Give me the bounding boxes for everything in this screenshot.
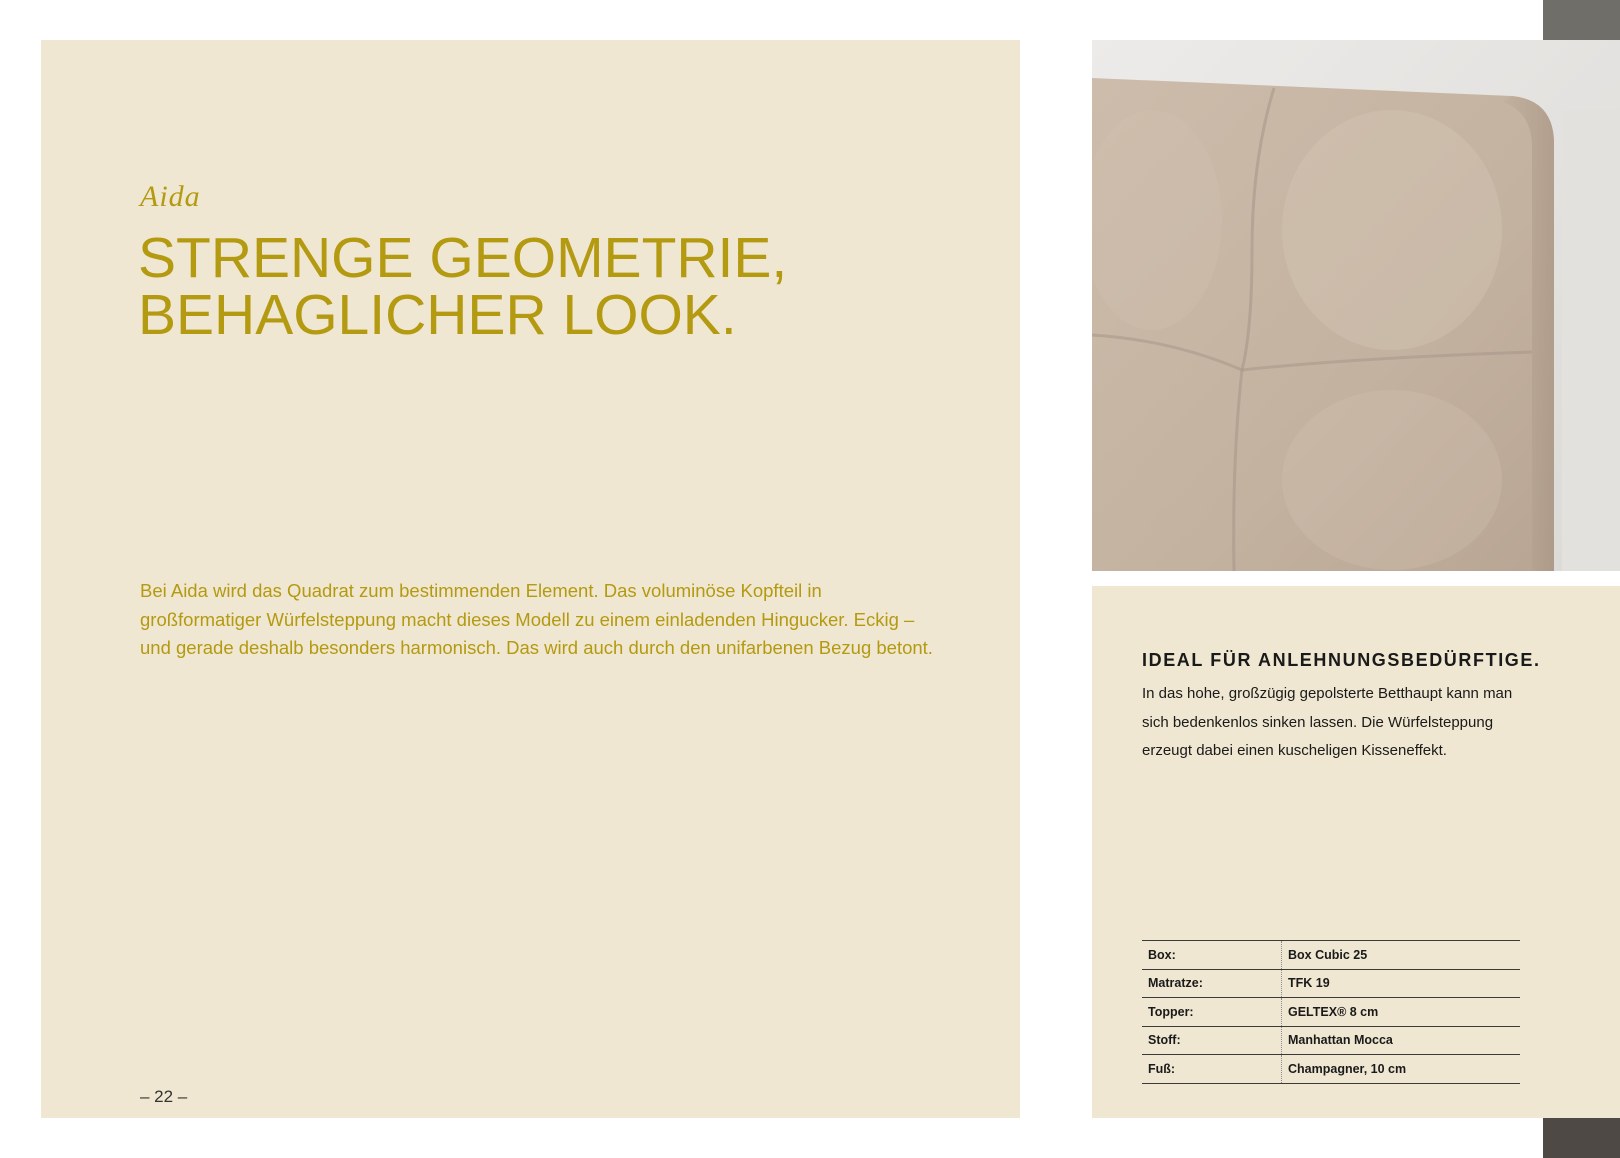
page-number: – 22 – — [140, 1087, 188, 1106]
spec-row — [1142, 969, 1520, 998]
headboard-photo — [1092, 40, 1620, 571]
spec-row — [1142, 941, 1520, 970]
headline-line-1: STRENGE GEOMETRIE, — [138, 226, 788, 290]
spec-value: TFK 19 — [1288, 976, 1330, 991]
headboard-illustration — [1092, 40, 1620, 571]
spec-value: GELTEX® 8 cm — [1288, 1004, 1379, 1019]
spec-label: Box: — [1142, 941, 1282, 970]
right-info-panel — [1092, 586, 1620, 1118]
spec-row — [1142, 998, 1520, 1027]
spec-row — [1142, 1055, 1520, 1084]
left-text-panel — [41, 40, 1020, 1118]
spec-label: Topper: — [1142, 998, 1282, 1027]
model-name: Aida — [140, 180, 201, 213]
spec-label: Stoff: — [1142, 1026, 1282, 1055]
feature-heading: IDEAL FÜR ANLEHNUNGSBEDÜRFTIGE. — [1142, 650, 1541, 670]
feature-text: In das hohe, großzügig gepolsterte Betthaupt kann man sich bedenkenlos sinken lassen. Die Würfelsteppung erzeugt dabei einen kuscheligen Kisseneffekt. — [1142, 685, 1513, 760]
spec-value: Champagner, 10 cm — [1288, 1061, 1407, 1076]
spec-value: Manhattan Mocca — [1288, 1033, 1393, 1048]
page-edge-tab-top — [1543, 0, 1620, 40]
spec-value: Box Cubic 25 — [1288, 947, 1368, 962]
spec-label: Fuß: — [1142, 1055, 1282, 1084]
spec-row — [1142, 1026, 1520, 1055]
headline — [138, 226, 788, 347]
page-edge-tab-bottom — [1543, 1118, 1620, 1158]
intro-paragraph: Bei Aida wird das Quadrat zum bestimmenden Element. Das voluminöse Kopfteil in großformatiger Würfelsteppung macht dieses Modell zu einem einladenden Hingucker. Eckig – und gerade deshalb besonders harmonisch. Das wird auch durch den unifarbenen Bezug betont. — [140, 580, 933, 659]
headline-line-2: BEHAGLICHER LOOK. — [138, 283, 737, 347]
spec-label: Matratze: — [1142, 969, 1282, 998]
spec-table — [1142, 940, 1520, 1084]
